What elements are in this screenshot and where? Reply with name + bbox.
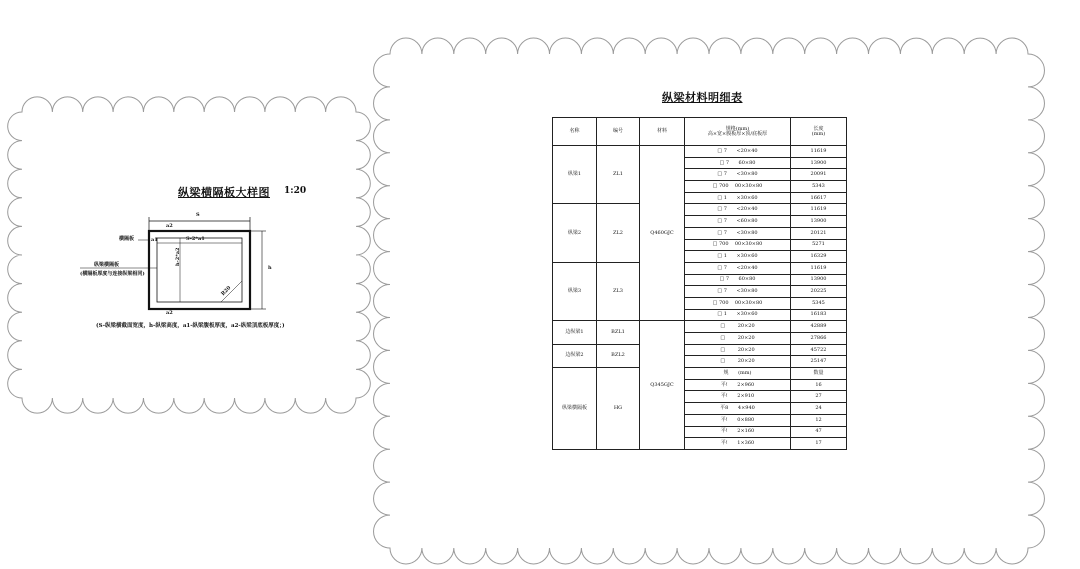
cell-length: 42889 — [791, 321, 847, 333]
cell-length: 13900 — [791, 157, 847, 169]
cell-code: HG — [597, 368, 640, 450]
a1-label: a1 — [151, 237, 158, 243]
cell-spec: □ 20×20 — [685, 333, 791, 345]
header-length-line2: (mm) — [811, 130, 826, 137]
detail-scale: 1:20 — [284, 186, 307, 196]
diaphragm-plate — [157, 238, 242, 302]
cell-length: 16183 — [791, 309, 847, 321]
table-row — [553, 204, 847, 216]
table-title: 纵梁材料明细表 — [662, 91, 743, 104]
cell-length: 27866 — [791, 333, 847, 345]
h-label: h — [268, 265, 272, 271]
detail-note: (S-纵梁横截面宽度，h-纵梁高度，a1-纵梁腹板厚度，a2-纵梁顶底板厚度；) — [96, 323, 285, 329]
cell-length: 25147 — [791, 356, 847, 368]
detail-title: 纵梁横隔板大样图 — [178, 186, 270, 199]
cell-spec: □ 7 <60×80 — [685, 216, 791, 228]
cell-code: ZL3 — [597, 262, 640, 320]
cell-code: ZL2 — [597, 204, 640, 262]
cell-length: 20121 — [791, 227, 847, 239]
cell-spec: □ 700 00×30×80 — [685, 181, 791, 193]
cell-length: 5343 — [791, 181, 847, 193]
cell-length: 数量 — [791, 368, 847, 380]
material-table — [552, 117, 847, 450]
header-material: 材料 — [640, 118, 685, 146]
cell-spec: 规 (mm) — [685, 368, 791, 380]
table-row — [553, 368, 847, 380]
cell-name: 边纵梁2 — [553, 344, 597, 367]
cell-length: 47 — [791, 426, 847, 438]
table-row — [553, 344, 847, 356]
cell-code: ZL1 — [597, 146, 640, 204]
cell-spec: □ 1 ×30×60 — [685, 309, 791, 321]
header-length — [791, 118, 847, 146]
cell-length: 11619 — [791, 146, 847, 158]
cell-spec: □ 7 <30×80 — [685, 227, 791, 239]
cell-length: 17 — [791, 438, 847, 450]
cell-spec: □ 20×20 — [685, 321, 791, 333]
cell-spec: □ 7 <20×40 — [685, 146, 791, 158]
dim-s-label: S — [196, 212, 200, 218]
diaphragm-label: 横隔板 — [119, 236, 135, 242]
header-spec-line1: 规格(mm) — [725, 125, 750, 132]
cell-spec: 平! 2×960 — [685, 379, 791, 391]
web-plate-note: (横隔板厚度与连接纵梁相同) — [80, 271, 145, 277]
table-row — [553, 321, 847, 333]
cell-name: 纵梁横隔板 — [553, 368, 597, 450]
cell-length: 12 — [791, 414, 847, 426]
web-plate-label: 纵梁横隔板 — [94, 262, 120, 268]
table-row — [553, 146, 847, 158]
cell-spec: □ 7 60×80 — [685, 157, 791, 169]
cell-code: BZL1 — [597, 321, 640, 344]
cell-spec: □ 20×20 — [685, 344, 791, 356]
cell-name: 边纵梁1 — [553, 321, 597, 344]
cell-spec: 平! 1×360 — [685, 438, 791, 450]
cell-name: 纵梁1 — [553, 146, 597, 204]
cell-spec: □ 7 60×80 — [685, 274, 791, 286]
cell-material: Q345GJC — [640, 321, 685, 450]
table-row — [553, 262, 847, 274]
cell-length: 16617 — [791, 192, 847, 204]
dim-inner-label: S-2*a1 — [186, 236, 205, 242]
cell-spec: □ 1 ×30×60 — [685, 251, 791, 263]
cell-length: 11619 — [791, 262, 847, 274]
cell-spec: □ 700 00×30×80 — [685, 297, 791, 309]
cell-length: 5345 — [791, 297, 847, 309]
cell-length: 16 — [791, 379, 847, 391]
cell-length: 5271 — [791, 239, 847, 251]
cell-spec: □ 7 <30×80 — [685, 286, 791, 298]
cell-length: 20225 — [791, 286, 847, 298]
cell-length: 16329 — [791, 251, 847, 263]
header-spec — [685, 118, 791, 146]
header-length-line1: 长度 — [813, 125, 824, 132]
cell-spec: 平8 4×940 — [685, 403, 791, 415]
table-body — [553, 146, 847, 450]
d1-label: R20 — [220, 285, 233, 298]
cell-length: 24 — [791, 403, 847, 415]
cell-name: 纵梁2 — [553, 204, 597, 262]
cell-spec: □ 1 ×30×60 — [685, 192, 791, 204]
cell-length: 27 — [791, 391, 847, 403]
cell-length: 13900 — [791, 274, 847, 286]
cell-spec: □ 7 <30×80 — [685, 169, 791, 181]
cell-spec: 平! 0×880 — [685, 414, 791, 426]
cell-name: 纵梁3 — [553, 262, 597, 320]
cell-length: 20091 — [791, 169, 847, 181]
cell-spec: 平! 2×910 — [685, 391, 791, 403]
hgap-label: h-2*a2 — [175, 247, 181, 266]
cell-length: 45722 — [791, 344, 847, 356]
header-name: 名称 — [553, 118, 597, 146]
cell-code: BZL2 — [597, 344, 640, 367]
header-spec-line2: 高×宽×腹板厚×顶/底板厚 — [707, 130, 768, 137]
header-code: 编号 — [597, 118, 640, 146]
cell-material: Q460GJC — [640, 146, 685, 321]
a2-bottom-label: a2 — [166, 310, 173, 316]
cell-spec: □ 20×20 — [685, 356, 791, 368]
a2-top-label: a2 — [166, 223, 173, 229]
cell-length: 13900 — [791, 216, 847, 228]
beam-outline — [149, 231, 250, 309]
cell-spec: 平! 2×160 — [685, 426, 791, 438]
cell-length: 11619 — [791, 204, 847, 216]
cell-spec: □ 7 <20×40 — [685, 262, 791, 274]
table-header-row — [553, 118, 847, 146]
cell-spec: □ 700 00×30×80 — [685, 239, 791, 251]
cell-spec: □ 7 <20×40 — [685, 204, 791, 216]
